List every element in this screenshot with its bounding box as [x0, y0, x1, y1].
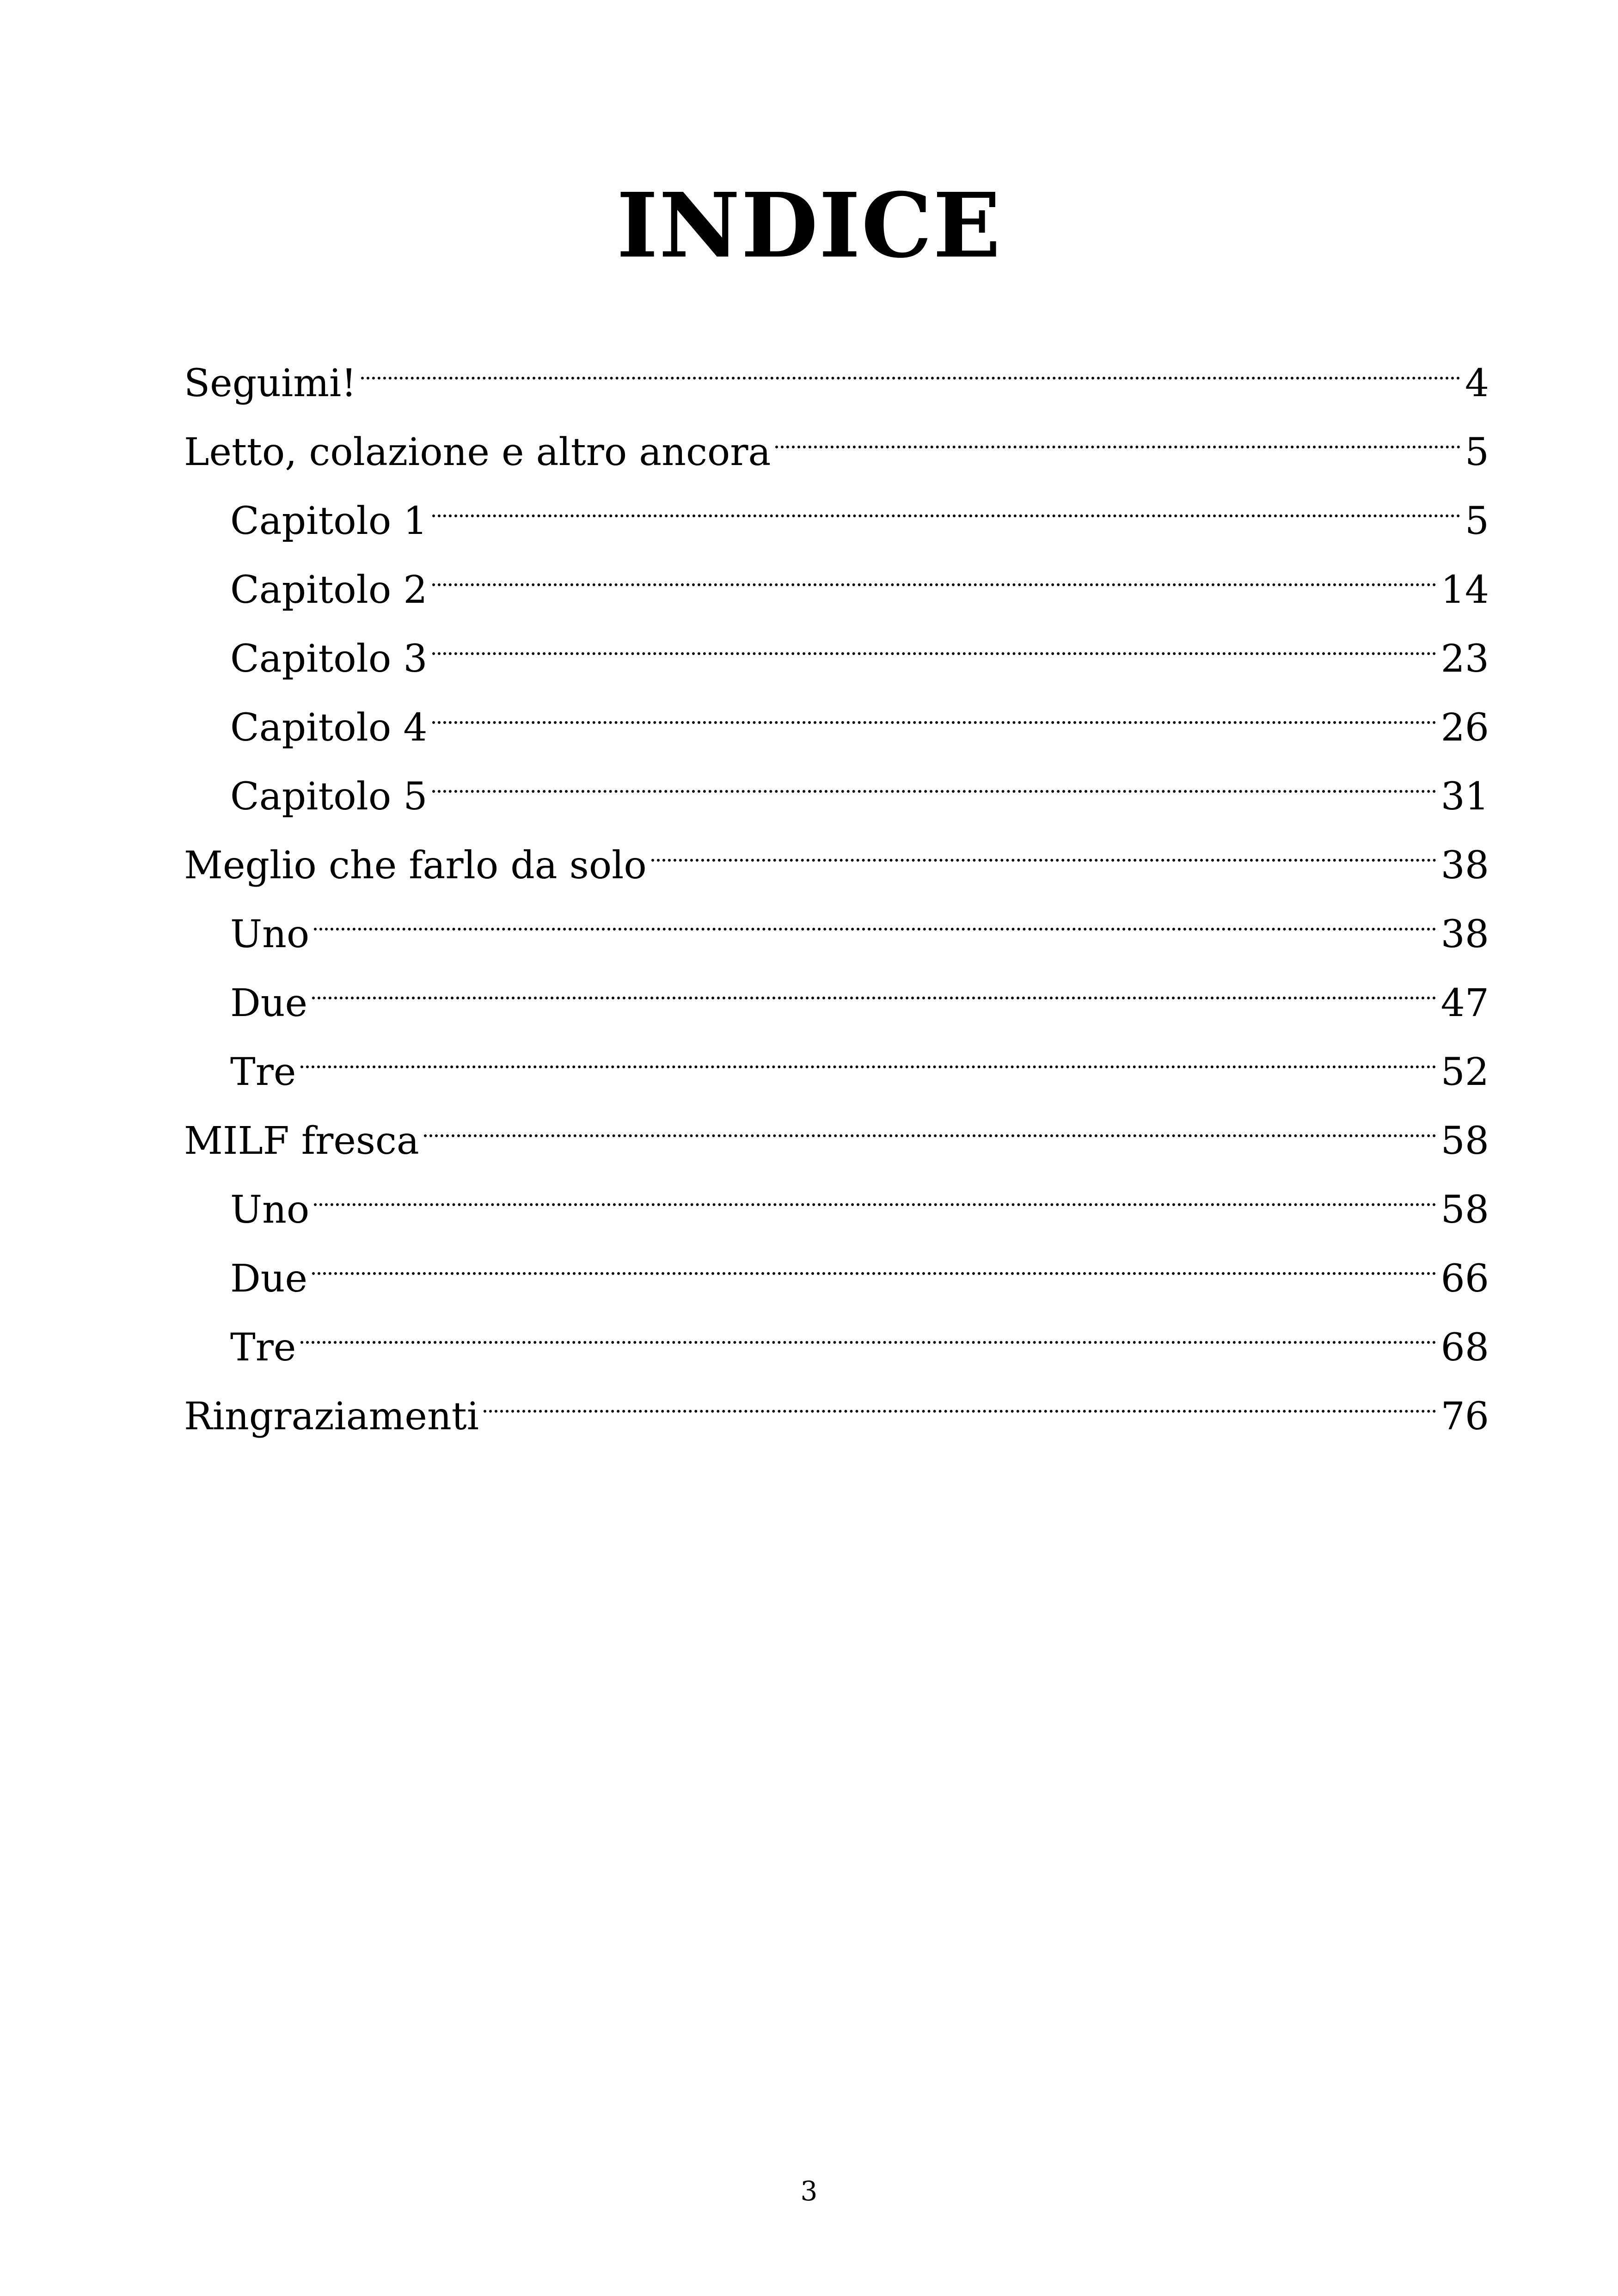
toc-entry-title: Capitolo 5 [230, 775, 428, 819]
toc-dot-leader [484, 1360, 1436, 1429]
toc-entry-title: Due [230, 981, 308, 1025]
toc-page-number: 5 [1465, 499, 1489, 543]
toc-page-number: 5 [1465, 430, 1489, 474]
toc-page-number: 58 [1440, 1119, 1489, 1163]
toc-entry[interactable] [184, 878, 1489, 956]
toc-page-number: 31 [1440, 775, 1489, 819]
toc-page-number: 68 [1440, 1326, 1489, 1370]
toc-entry[interactable] [184, 1016, 1489, 1094]
toc-entry-title: Capitolo 3 [230, 637, 428, 681]
toc-dot-leader [361, 327, 1460, 396]
toc-dot-leader [432, 465, 1460, 534]
toc-dot-leader [424, 1085, 1436, 1154]
toc-dot-leader [300, 1292, 1436, 1360]
toc-page-number: 66 [1440, 1257, 1489, 1301]
toc-dot-leader [312, 1223, 1436, 1292]
toc-dot-leader [312, 947, 1436, 1016]
toc-entry-title: Letto, colazione e altro ancora [184, 430, 771, 474]
toc-dot-leader [432, 534, 1436, 603]
table-of-contents [184, 327, 1489, 1439]
toc-entry[interactable] [184, 1154, 1489, 1232]
toc-entry[interactable] [184, 396, 1489, 474]
toc-entry-title: Meglio che farlo da solo [184, 844, 647, 888]
toc-page-number: 38 [1440, 844, 1489, 888]
toc-entry-title: MILF fresca [184, 1119, 419, 1163]
toc-page-number: 38 [1440, 912, 1489, 956]
toc-entry[interactable] [184, 1360, 1489, 1439]
toc-page-number: 47 [1440, 981, 1489, 1025]
toc-entry-title: Capitolo 2 [230, 568, 428, 612]
page-title: INDICE [616, 173, 1002, 278]
toc-page-number: 26 [1440, 706, 1489, 750]
toc-entry-title: Due [230, 1257, 308, 1301]
toc-entry-title: Uno [230, 912, 310, 956]
toc-entry-title: Capitolo 4 [230, 706, 428, 750]
toc-entry-title: Seguimi! [184, 361, 357, 405]
toc-entry-title: Uno [230, 1188, 310, 1232]
toc-page-number: 76 [1440, 1395, 1489, 1439]
toc-entry[interactable] [184, 327, 1489, 405]
toc-page-number: 4 [1465, 361, 1489, 405]
toc-dot-leader [432, 741, 1436, 809]
toc-entry-title: Ringraziamenti [184, 1395, 479, 1439]
toc-entry[interactable] [184, 1292, 1489, 1370]
toc-page-number: 52 [1440, 1050, 1489, 1094]
toc-dot-leader [314, 878, 1436, 947]
toc-entry[interactable] [184, 1223, 1489, 1301]
toc-dot-leader [300, 1016, 1436, 1085]
toc-entry-title: Tre [230, 1050, 296, 1094]
toc-entry-title: Tre [230, 1326, 296, 1370]
toc-page-number: 58 [1440, 1188, 1489, 1232]
toc-dot-leader [651, 809, 1436, 878]
toc-entry[interactable] [184, 1085, 1489, 1163]
toc-dot-leader [314, 1154, 1436, 1223]
toc-page-number: 14 [1440, 568, 1489, 612]
toc-dot-leader [432, 672, 1436, 741]
toc-dot-leader [432, 603, 1436, 672]
toc-dot-leader [775, 396, 1460, 465]
toc-page-number: 23 [1440, 637, 1489, 681]
page-number: 3 [800, 2175, 818, 2207]
toc-entry[interactable] [184, 947, 1489, 1025]
toc-entry-title: Capitolo 1 [230, 499, 428, 543]
